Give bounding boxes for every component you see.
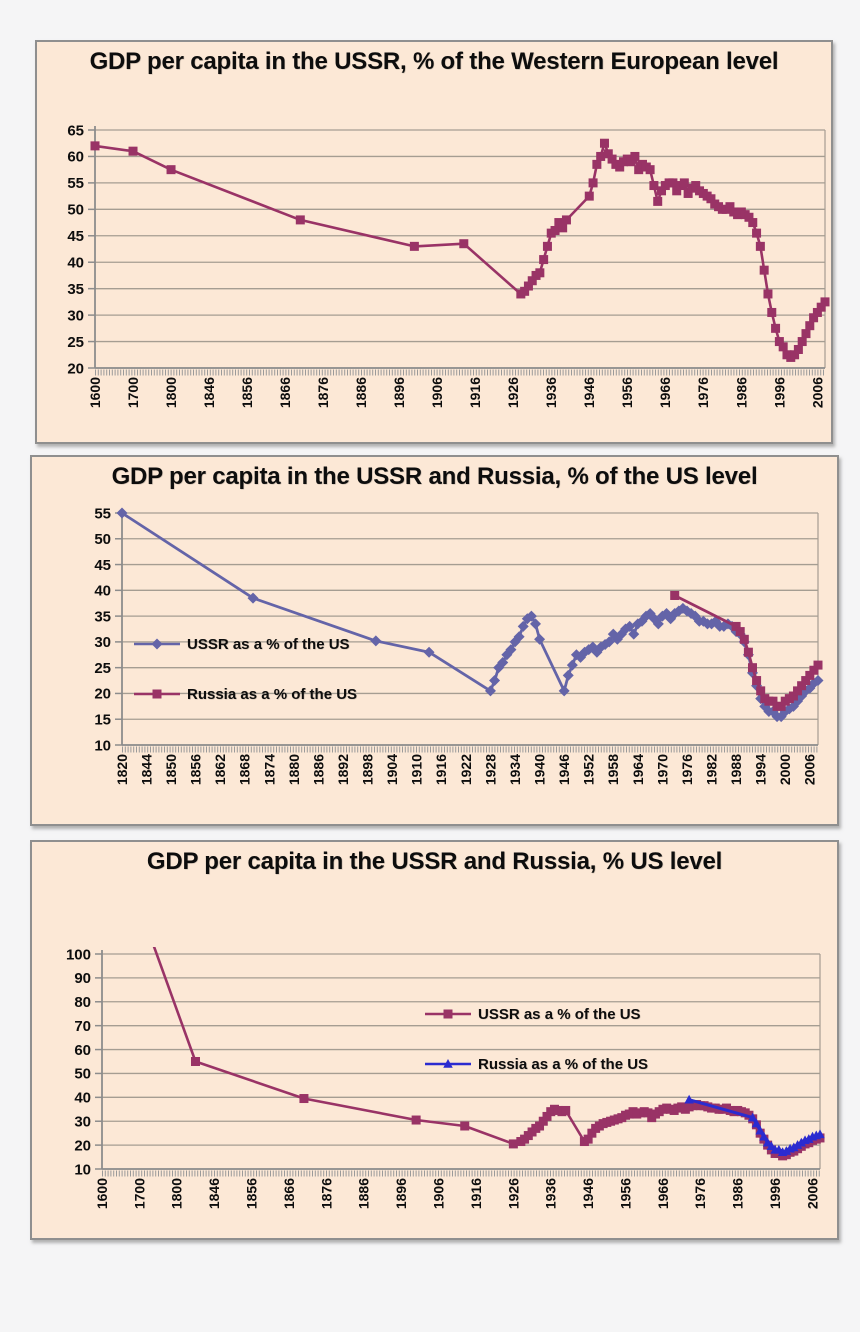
svg-text:1934: 1934: [506, 754, 523, 786]
svg-text:1874: 1874: [261, 754, 278, 786]
svg-text:35: 35: [94, 608, 111, 626]
svg-text:25: 25: [94, 659, 111, 677]
svg-text:1906: 1906: [429, 377, 446, 409]
svg-text:40: 40: [67, 254, 84, 272]
svg-text:1886: 1886: [310, 754, 327, 786]
svg-text:55: 55: [94, 505, 111, 523]
chart-title: GDP per capita in the USSR and Russia, % of the US level: [111, 463, 758, 490]
svg-text:1946: 1946: [580, 1178, 597, 1210]
svg-text:1966: 1966: [654, 1178, 671, 1210]
svg-text:1800: 1800: [168, 1178, 185, 1210]
svg-text:1862: 1862: [212, 754, 229, 786]
svg-text:2006: 2006: [801, 754, 818, 786]
svg-text:1886: 1886: [355, 1178, 372, 1210]
svg-text:45: 45: [94, 556, 111, 574]
russia-series-marker-icon: [134, 687, 180, 701]
svg-text:1966: 1966: [657, 377, 674, 409]
svg-text:1994: 1994: [752, 754, 769, 786]
svg-text:1970: 1970: [654, 754, 671, 786]
chart-svg: [37, 42, 831, 442]
svg-text:1936: 1936: [542, 1178, 559, 1210]
svg-text:1904: 1904: [384, 754, 401, 786]
svg-text:1876: 1876: [318, 1178, 335, 1210]
svg-text:1866: 1866: [277, 377, 294, 409]
legend-item-russia: [134, 685, 357, 703]
chart-title: GDP per capita in the USSR and Russia, % US level: [146, 848, 723, 875]
svg-text:1956: 1956: [617, 1178, 634, 1210]
legend-item-ussr: [134, 635, 350, 653]
svg-text:1876: 1876: [315, 377, 332, 409]
svg-text:1800: 1800: [162, 377, 179, 409]
svg-text:1600: 1600: [86, 377, 103, 409]
svg-text:70: 70: [74, 1017, 91, 1035]
svg-text:1896: 1896: [391, 377, 408, 409]
svg-text:30: 30: [74, 1113, 91, 1131]
svg-text:25: 25: [67, 333, 84, 351]
svg-text:10: 10: [74, 1161, 91, 1179]
svg-text:35: 35: [67, 280, 84, 298]
svg-text:100: 100: [65, 946, 91, 964]
svg-text:1906: 1906: [430, 1178, 447, 1210]
svg-text:1988: 1988: [728, 754, 745, 786]
svg-text:1926: 1926: [505, 377, 522, 409]
svg-text:60: 60: [74, 1041, 91, 1059]
svg-text:1846: 1846: [206, 1178, 223, 1210]
svg-text:1986: 1986: [729, 1178, 746, 1210]
svg-text:1976: 1976: [692, 1178, 709, 1210]
svg-text:30: 30: [67, 307, 84, 325]
svg-text:1946: 1946: [556, 754, 573, 786]
svg-text:50: 50: [67, 201, 84, 219]
svg-text:1886: 1886: [353, 377, 370, 409]
svg-text:2006: 2006: [809, 377, 826, 409]
svg-text:2000: 2000: [777, 754, 794, 786]
svg-text:1866: 1866: [280, 1178, 297, 1210]
svg-text:50: 50: [74, 1065, 91, 1083]
svg-text:1892: 1892: [334, 754, 351, 786]
svg-text:1976: 1976: [678, 754, 695, 786]
svg-text:1856: 1856: [243, 1178, 260, 1210]
svg-text:10: 10: [94, 737, 111, 755]
svg-text:1916: 1916: [467, 377, 484, 409]
svg-text:1898: 1898: [359, 754, 376, 786]
svg-text:20: 20: [74, 1137, 91, 1155]
svg-text:40: 40: [74, 1089, 91, 1107]
svg-text:20: 20: [67, 360, 84, 378]
svg-text:1700: 1700: [131, 1178, 148, 1210]
svg-text:55: 55: [67, 175, 84, 193]
svg-text:60: 60: [67, 148, 84, 166]
svg-text:1600: 1600: [93, 1178, 110, 1210]
svg-text:1916: 1916: [467, 1178, 484, 1210]
svg-text:50: 50: [94, 531, 111, 549]
svg-text:40: 40: [94, 582, 111, 600]
chart-canvas: [37, 42, 831, 442]
svg-text:1856: 1856: [187, 754, 204, 786]
legend-label: Russia as a % of the US: [187, 685, 358, 703]
chart-canvas: [32, 842, 837, 1238]
svg-text:15: 15: [94, 711, 111, 729]
chart-title: GDP per capita in the USSR, % of the Western European level: [89, 48, 779, 75]
chart-panel-ussr-russia-us: [30, 455, 839, 826]
svg-text:80: 80: [74, 994, 91, 1012]
svg-text:1996: 1996: [767, 1178, 784, 1210]
svg-text:1880: 1880: [285, 754, 302, 786]
svg-text:1910: 1910: [408, 754, 425, 786]
ussr-series-marker-icon: [425, 1007, 471, 1021]
svg-text:1868: 1868: [236, 754, 253, 786]
svg-text:1940: 1940: [531, 754, 548, 786]
legend-item-ussr: [425, 1005, 641, 1023]
chart-svg: [32, 842, 837, 1238]
svg-text:1958: 1958: [605, 754, 622, 786]
svg-text:1700: 1700: [124, 377, 141, 409]
svg-text:1896: 1896: [393, 1178, 410, 1210]
svg-text:45: 45: [67, 228, 84, 246]
svg-text:1922: 1922: [457, 754, 474, 786]
svg-text:1956: 1956: [619, 377, 636, 409]
svg-text:65: 65: [67, 122, 84, 140]
svg-text:1856: 1856: [238, 377, 255, 409]
svg-text:1928: 1928: [482, 754, 499, 786]
svg-text:1926: 1926: [505, 1178, 522, 1210]
svg-text:90: 90: [74, 970, 91, 988]
svg-text:1846: 1846: [200, 377, 217, 409]
svg-text:1976: 1976: [695, 377, 712, 409]
svg-text:1952: 1952: [580, 754, 597, 786]
svg-text:30: 30: [94, 634, 111, 652]
russia-series-marker-icon: [425, 1057, 471, 1071]
svg-text:1964: 1964: [629, 754, 646, 786]
svg-text:1820: 1820: [113, 754, 130, 786]
legend-item-russia: [425, 1055, 648, 1073]
svg-text:20: 20: [94, 685, 111, 703]
svg-text:1946: 1946: [581, 377, 598, 409]
svg-text:1936: 1936: [543, 377, 560, 409]
svg-text:1982: 1982: [703, 754, 720, 786]
chart-panel-west-europe: [35, 40, 833, 444]
ussr-series-marker-icon: [134, 637, 180, 651]
legend-label: Russia as a % of the US: [478, 1055, 649, 1073]
svg-text:2006: 2006: [804, 1178, 821, 1210]
svg-text:1996: 1996: [771, 377, 788, 409]
svg-text:1850: 1850: [163, 754, 180, 786]
legend-label: USSR as a % of the US: [187, 635, 350, 653]
svg-text:1844: 1844: [138, 754, 155, 786]
svg-text:1916: 1916: [433, 754, 450, 786]
svg-text:1986: 1986: [733, 377, 750, 409]
chart-panel-ussr-russia-us-2: [30, 840, 839, 1240]
legend-label: USSR as a % of the US: [478, 1005, 641, 1023]
